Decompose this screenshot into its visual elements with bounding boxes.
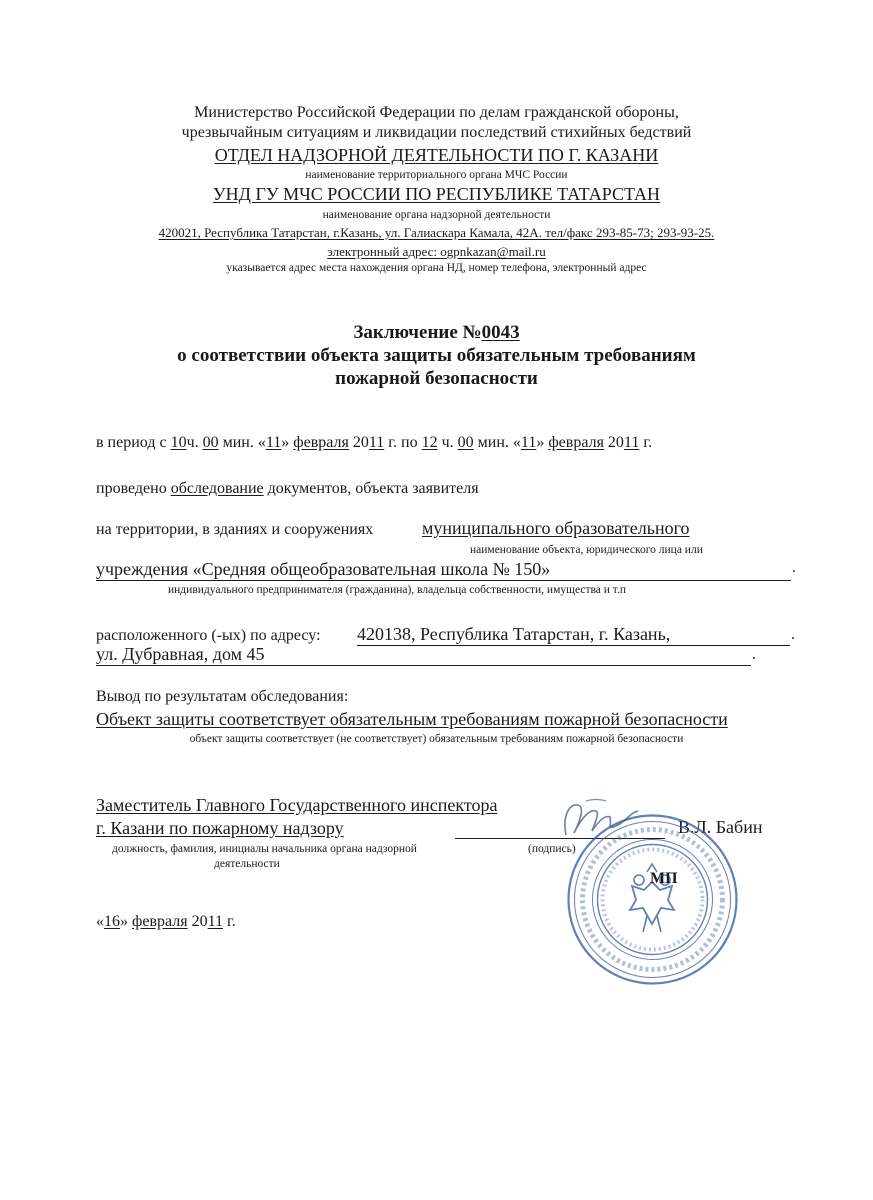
object-name-underline — [96, 580, 791, 581]
address-intro: расположенного (-ых) по адресу: — [96, 627, 321, 644]
supervisory-body-caption: наименование органа надзорной деятельности — [322, 209, 551, 221]
signatory-caption-line-2: деятельности — [214, 858, 280, 870]
date-month: февраля — [132, 913, 188, 930]
month-from: февраля — [293, 434, 349, 451]
conclusion-caption: объект защиты соответствует (не соответствует) обязательным требованиям пожарной безопасности — [189, 733, 684, 745]
conclusion-number: 0043 — [481, 322, 520, 343]
inspection-period: в период с 10ч. 00 мин. «11» февраля 2011 г. по 12 ч. 00 мин. «11» февраля 2011 г. — [96, 434, 653, 451]
title-line-3: пожарной безопасности — [335, 368, 538, 389]
object-intro: на территории, в зданиях и сооружениях — [96, 521, 374, 538]
ministry-line-2: чрезвычайным ситуациям и ликвидации последствий стихийных бедствий — [181, 124, 692, 141]
object-name-line-1: муниципального образовательного — [422, 518, 690, 538]
conclusion-text: Объект защиты соответствует обязательным требованиям пожарной безопасности — [96, 709, 728, 729]
address-underline-2 — [96, 665, 751, 666]
document-date: «16» февраля 2011 г. — [96, 913, 236, 930]
supervisory-body-name: УНД ГУ МЧС РОССИИ ПО РЕСПУБЛИКЕ ТАТАРСТАН — [212, 184, 661, 204]
signature-caption: (подпись) — [528, 843, 576, 855]
office-address: 420021, Республика Татарстан, г.Казань, ул. Галиаскара Камала, 42А. тел/факс 293-85-73; 293-93-25. — [158, 225, 715, 240]
ministry-line-1: Министерство Российской Федерации по делам гражданской обороны, — [194, 104, 679, 121]
month-to: февраля — [548, 434, 604, 451]
minute-from: 00 — [202, 434, 219, 451]
address-underline-1 — [357, 645, 790, 646]
address-line-1-end: . — [791, 626, 795, 643]
object-name-line-2: учреждения «Средняя общеобразовательная школа № 150» — [96, 559, 551, 579]
minute-to: 00 — [457, 434, 474, 451]
object-caption-1: наименование объекта, юридического лица или — [470, 544, 703, 556]
title-prefix: Заключение № — [353, 322, 482, 343]
handwritten-signature-icon — [548, 795, 668, 845]
inspection-type: обследование — [170, 480, 264, 497]
date-year: 11 — [207, 913, 224, 930]
day-to: 11 — [520, 434, 537, 451]
territorial-body-caption: наименование территориального органа МЧС России — [305, 169, 568, 181]
object-caption-2: индивидуального предпринимателя (гражданина), владельца собственности, имущества и т.п — [168, 584, 626, 596]
year-from: 11 — [368, 434, 385, 451]
signatory-position-line-1: Заместитель Главного Государственного инспектора — [96, 795, 498, 815]
hour-from: 10 — [170, 434, 187, 451]
date-day: 16 — [104, 913, 120, 930]
stamp-place-label: МП — [650, 870, 678, 887]
signatory-position-line-2: г. Казани по пожарному надзору — [96, 818, 344, 838]
hour-to: 12 — [421, 434, 438, 451]
address-caption: указывается адрес места нахождения органа НД, номер телефона, электронный адрес — [226, 262, 647, 274]
office-email: электронный адрес: ogpnkazan@mail.ru — [327, 244, 546, 259]
day-from: 11 — [265, 434, 282, 451]
territorial-body-name: ОТДЕЛ НАДЗОРНОЙ ДЕЯТЕЛЬНОСТИ ПО Г. КАЗАНИ — [214, 145, 659, 165]
object-line-end: . — [792, 559, 796, 576]
year-to: 11 — [623, 434, 640, 451]
address-line-2-end: . — [752, 646, 756, 663]
title-line-2: о соответствии объекта защиты обязательным требованиям — [177, 345, 696, 366]
signatory-caption-line-1: должность, фамилия, инициалы начальника органа надзорной — [112, 843, 417, 855]
object-address-line-2: ул. Дубравная, дом 45 — [96, 644, 265, 664]
conclusion-label: Вывод по результатам обследования: — [96, 688, 349, 705]
signatory-name: В.Л. Бабин — [678, 817, 763, 837]
inspection-line: проведено обследование документов, объекта заявителя — [96, 480, 479, 497]
object-address-line-1: 420138, Республика Татарстан, г. Казань, — [357, 624, 671, 644]
conclusion-title — [0, 322, 873, 344]
